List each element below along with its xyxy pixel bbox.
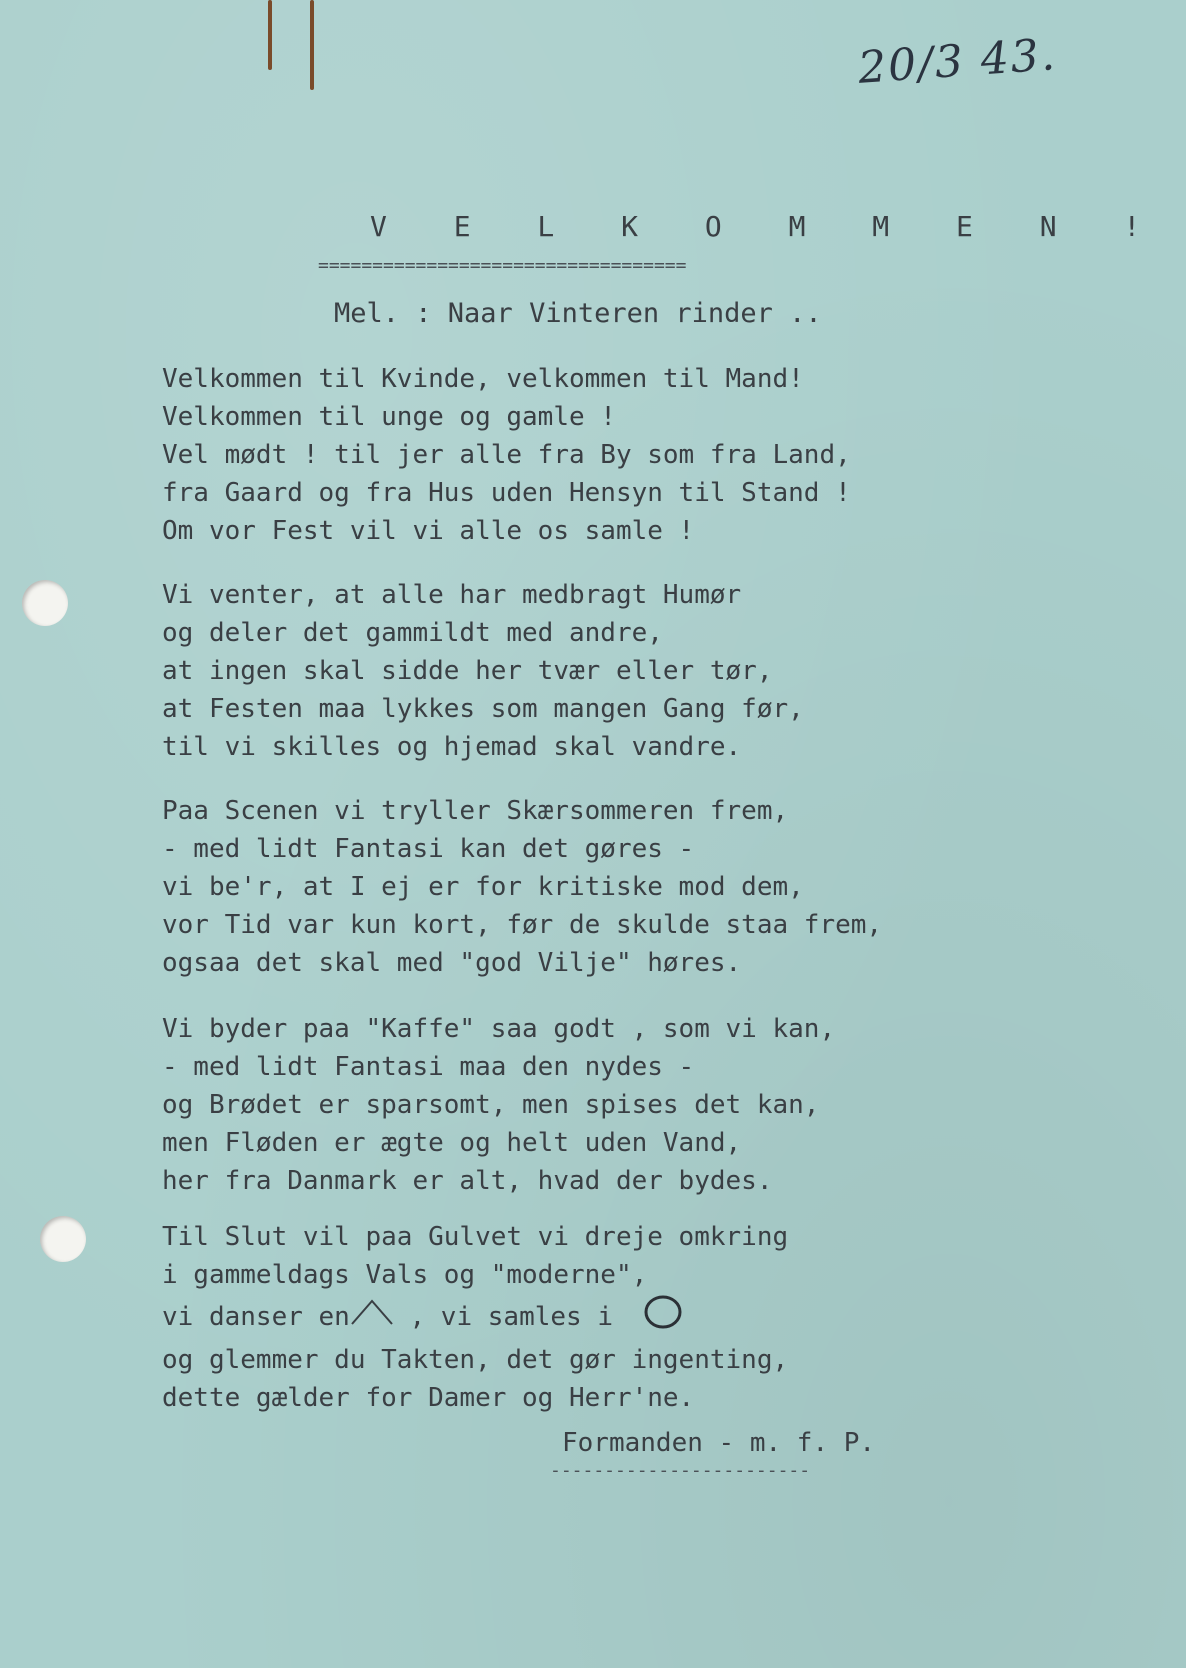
verse-line: og deler det gammildt med andre, [162,618,663,648]
verse-line: Om vor Fest vil vi alle os samle ! [162,516,695,546]
verse-line: fra Gaard og fra Hus uden Hensyn til Stand ! [162,478,851,508]
stanza-4 [162,1010,835,1200]
stanza-1 [162,360,851,550]
verse-line: at Festen maa lykkes som mangen Gang før, [162,694,804,724]
verse-line: vor Tid var kun kort, før de skulde staa frem, [162,910,883,940]
signature-underline: ------------------------ [550,1460,811,1481]
verse-line: Vi venter, at alle har medbragt Humør [162,580,742,610]
staple-mark-right [310,0,314,90]
verse-line: til vi skilles og hjemad skal vandre. [162,732,742,762]
verse-line: at ingen skal sidde her tvær eller tør, [162,656,773,686]
stanza-3 [162,792,882,982]
stanza-2 [162,576,804,766]
melody-note: Mel. : Naar Vinteren rinder .. [334,298,822,329]
verse-line-with-symbols [162,1294,788,1341]
verse-line: i gammeldags Vals og "moderne", [162,1260,648,1290]
verse-line: Til Slut vil paa Gulvet vi dreje omkring [162,1222,789,1252]
page-title: V E L K O M M E N ! [370,210,1166,243]
signature: Formanden - m. f. P. [562,1428,876,1458]
stanza-5 [162,1218,788,1417]
verse-line: ogsaa det skal med "god Vilje" høres. [162,948,742,978]
punch-hole-top [22,580,68,626]
verse-line: Velkommen til unge og gamle ! [162,402,616,432]
verse-line: vi be'r, at I ej er for kritiske mod dem, [162,872,804,902]
verse-line: dette gælder for Damer og Herr'ne. [162,1383,695,1413]
verse-line: men Fløden er ægte og helt uden Vand, [162,1128,742,1158]
verse-line: her fra Danmark er alt, hvad der bydes. [162,1166,773,1196]
staple-mark-left [268,0,272,70]
verse-line: - med lidt Fantasi kan det gøres - [162,834,695,864]
verse-line: Vel mødt ! til jer alle fra By som fra Land, [162,440,851,470]
verse-fragment: vi danser en [162,1302,350,1332]
circle-icon [643,1294,683,1341]
handwritten-date: 20/3 43. [856,29,1059,94]
verse-fragment: , vi samles i [393,1302,613,1332]
verse-line: - med lidt Fantasi maa den nydes - [162,1052,695,1082]
triangle-icon [350,1297,394,1338]
verse-line: Paa Scenen vi tryller Skærsommeren frem, [162,796,789,826]
title-underline: ================================== [318,255,687,276]
verse-line: Vi byder paa "Kaffe" saa godt , som vi kan, [162,1014,836,1044]
punch-hole-bottom [40,1216,86,1262]
verse-line: og glemmer du Takten, det gør ingenting, [162,1345,789,1375]
verse-line: og Brødet er sparsomt, men spises det kan, [162,1090,820,1120]
verse-line: Velkommen til Kvinde, velkommen til Mand! [162,364,804,394]
